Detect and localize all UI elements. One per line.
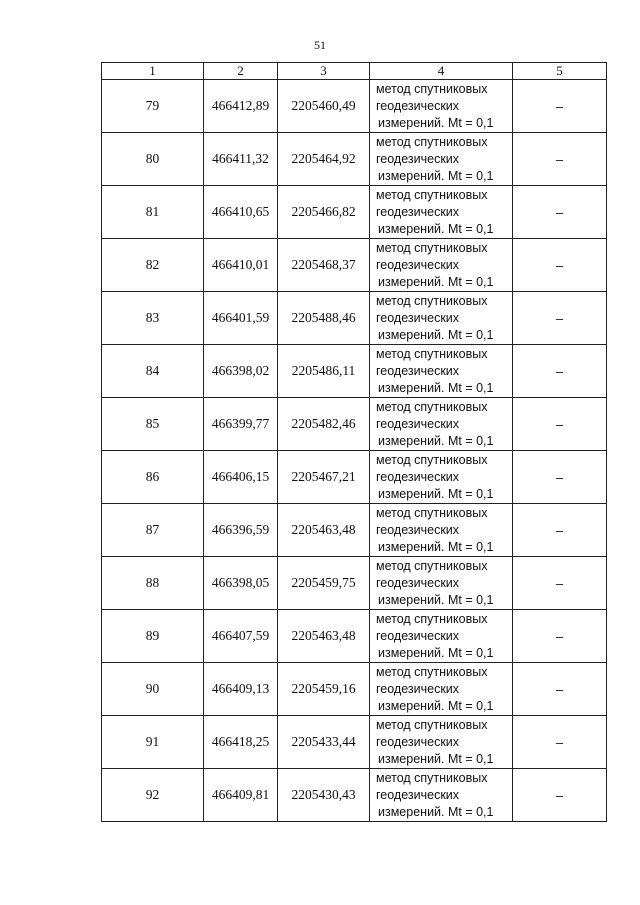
x-coordinate-cell: 466398,05 xyxy=(204,557,278,610)
x-coordinate-cell: 466406,15 xyxy=(204,451,278,504)
method-cell xyxy=(370,398,513,451)
point-number-cell: 85 xyxy=(102,398,204,451)
point-number-cell: 81 xyxy=(102,186,204,239)
method-text-line: метод спутниковых xyxy=(376,505,488,520)
table-row xyxy=(102,186,607,239)
note-cell: – xyxy=(513,663,607,716)
coordinates-table xyxy=(101,62,607,822)
method-text-line: измерений. Mt = 0,1 xyxy=(378,645,494,660)
method-text-line: измерений. Mt = 0,1 xyxy=(378,751,494,766)
note-cell: – xyxy=(513,239,607,292)
point-number-cell: 80 xyxy=(102,133,204,186)
y-coordinate-cell: 2205460,49 xyxy=(278,80,370,133)
x-coordinate-cell: 466410,65 xyxy=(204,186,278,239)
y-coordinate-cell: 2205464,92 xyxy=(278,133,370,186)
note-cell: – xyxy=(513,292,607,345)
y-coordinate-cell: 2205466,82 xyxy=(278,186,370,239)
method-text-line: геодезических xyxy=(376,575,460,590)
x-coordinate-cell: 466411,32 xyxy=(204,133,278,186)
note-cell: – xyxy=(513,451,607,504)
point-number-cell: 82 xyxy=(102,239,204,292)
table-row xyxy=(102,398,607,451)
table-row xyxy=(102,504,607,557)
table-row xyxy=(102,345,607,398)
point-number-cell: 91 xyxy=(102,716,204,769)
method-text-line: геодезических xyxy=(376,734,460,749)
method-cell xyxy=(370,292,513,345)
table-row xyxy=(102,239,607,292)
column-header-4: 4 xyxy=(370,63,513,80)
method-text-line: метод спутниковых xyxy=(376,134,488,149)
point-number-cell: 87 xyxy=(102,504,204,557)
table-row xyxy=(102,769,607,822)
y-coordinate-cell: 2205467,21 xyxy=(278,451,370,504)
method-text-line: метод спутниковых xyxy=(376,293,488,308)
method-text-line: метод спутниковых xyxy=(376,558,488,573)
method-text-line: геодезических xyxy=(376,151,460,166)
page-number: 51 xyxy=(314,38,326,52)
table-row xyxy=(102,716,607,769)
method-text-line: измерений. Mt = 0,1 xyxy=(378,380,494,395)
method-text-line: геодезических xyxy=(376,681,460,696)
method-text-line: геодезических xyxy=(376,787,460,802)
method-cell xyxy=(370,557,513,610)
table-row xyxy=(102,80,607,133)
method-cell xyxy=(370,610,513,663)
column-header-2: 2 xyxy=(204,63,278,80)
method-text-line: метод спутниковых xyxy=(376,81,488,96)
x-coordinate-cell: 466401,59 xyxy=(204,292,278,345)
note-cell: – xyxy=(513,504,607,557)
method-text-line: измерений. Mt = 0,1 xyxy=(378,115,494,130)
method-text-line: метод спутниковых xyxy=(376,187,488,202)
point-number-cell: 79 xyxy=(102,80,204,133)
note-cell: – xyxy=(513,557,607,610)
method-cell xyxy=(370,451,513,504)
y-coordinate-cell: 2205430,43 xyxy=(278,769,370,822)
method-text-line: измерений. Mt = 0,1 xyxy=(378,698,494,713)
method-cell xyxy=(370,504,513,557)
note-cell: – xyxy=(513,716,607,769)
method-text-line: геодезических xyxy=(376,522,460,537)
method-text-line: геодезических xyxy=(376,416,460,431)
method-text-line: измерений. Mt = 0,1 xyxy=(378,486,494,501)
method-text-line: геодезических xyxy=(376,98,460,113)
point-number-cell: 89 xyxy=(102,610,204,663)
method-cell xyxy=(370,80,513,133)
y-coordinate-cell: 2205459,16 xyxy=(278,663,370,716)
y-coordinate-cell: 2205468,37 xyxy=(278,239,370,292)
note-cell: – xyxy=(513,133,607,186)
note-cell: – xyxy=(513,186,607,239)
method-cell xyxy=(370,663,513,716)
table-row xyxy=(102,292,607,345)
method-text-line: геодезических xyxy=(376,628,460,643)
point-number-cell: 88 xyxy=(102,557,204,610)
x-coordinate-cell: 466409,81 xyxy=(204,769,278,822)
method-text-line: геодезических xyxy=(376,469,460,484)
method-text-line: геодезических xyxy=(376,310,460,325)
method-text-line: измерений. Mt = 0,1 xyxy=(378,539,494,554)
method-cell xyxy=(370,769,513,822)
method-text-line: измерений. Mt = 0,1 xyxy=(378,168,494,183)
method-cell xyxy=(370,133,513,186)
method-text-line: метод спутниковых xyxy=(376,240,488,255)
x-coordinate-cell: 466398,02 xyxy=(204,345,278,398)
x-coordinate-cell: 466418,25 xyxy=(204,716,278,769)
method-text-line: геодезических xyxy=(376,204,460,219)
note-cell: – xyxy=(513,345,607,398)
method-cell xyxy=(370,345,513,398)
method-text-line: измерений. Mt = 0,1 xyxy=(378,804,494,819)
y-coordinate-cell: 2205433,44 xyxy=(278,716,370,769)
column-header-5: 5 xyxy=(513,63,607,80)
x-coordinate-cell: 466409,13 xyxy=(204,663,278,716)
point-number-cell: 86 xyxy=(102,451,204,504)
method-text-line: метод спутниковых xyxy=(376,717,488,732)
note-cell: – xyxy=(513,80,607,133)
method-text-line: метод спутниковых xyxy=(376,346,488,361)
table-row xyxy=(102,133,607,186)
note-cell: – xyxy=(513,769,607,822)
method-text-line: метод спутниковых xyxy=(376,664,488,679)
method-text-line: метод спутниковых xyxy=(376,611,488,626)
x-coordinate-cell: 466396,59 xyxy=(204,504,278,557)
table-row xyxy=(102,557,607,610)
x-coordinate-cell: 466412,89 xyxy=(204,80,278,133)
y-coordinate-cell: 2205459,75 xyxy=(278,557,370,610)
method-text-line: метод спутниковых xyxy=(376,770,488,785)
table-row xyxy=(102,610,607,663)
x-coordinate-cell: 466410,01 xyxy=(204,239,278,292)
method-cell xyxy=(370,716,513,769)
y-coordinate-cell: 2205482,46 xyxy=(278,398,370,451)
point-number-cell: 90 xyxy=(102,663,204,716)
method-text-line: измерений. Mt = 0,1 xyxy=(378,433,494,448)
method-text-line: метод спутниковых xyxy=(376,399,488,414)
method-cell xyxy=(370,186,513,239)
method-text-line: измерений. Mt = 0,1 xyxy=(378,221,494,236)
column-header-1: 1 xyxy=(102,63,204,80)
table-row xyxy=(102,663,607,716)
method-text-line: измерений. Mt = 0,1 xyxy=(378,274,494,289)
y-coordinate-cell: 2205463,48 xyxy=(278,610,370,663)
table-row xyxy=(102,451,607,504)
method-text-line: измерений. Mt = 0,1 xyxy=(378,327,494,342)
point-number-cell: 83 xyxy=(102,292,204,345)
y-coordinate-cell: 2205486,11 xyxy=(278,345,370,398)
point-number-cell: 84 xyxy=(102,345,204,398)
note-cell: – xyxy=(513,610,607,663)
method-text-line: метод спутниковых xyxy=(376,452,488,467)
method-cell xyxy=(370,239,513,292)
y-coordinate-cell: 2205488,46 xyxy=(278,292,370,345)
y-coordinate-cell: 2205463,48 xyxy=(278,504,370,557)
method-text-line: измерений. Mt = 0,1 xyxy=(378,592,494,607)
method-text-line: геодезических xyxy=(376,257,460,272)
column-header-3: 3 xyxy=(278,63,370,80)
point-number-cell: 92 xyxy=(102,769,204,822)
method-text-line: геодезических xyxy=(376,363,460,378)
x-coordinate-cell: 466399,77 xyxy=(204,398,278,451)
note-cell: – xyxy=(513,398,607,451)
x-coordinate-cell: 466407,59 xyxy=(204,610,278,663)
table-header-row xyxy=(102,63,607,80)
